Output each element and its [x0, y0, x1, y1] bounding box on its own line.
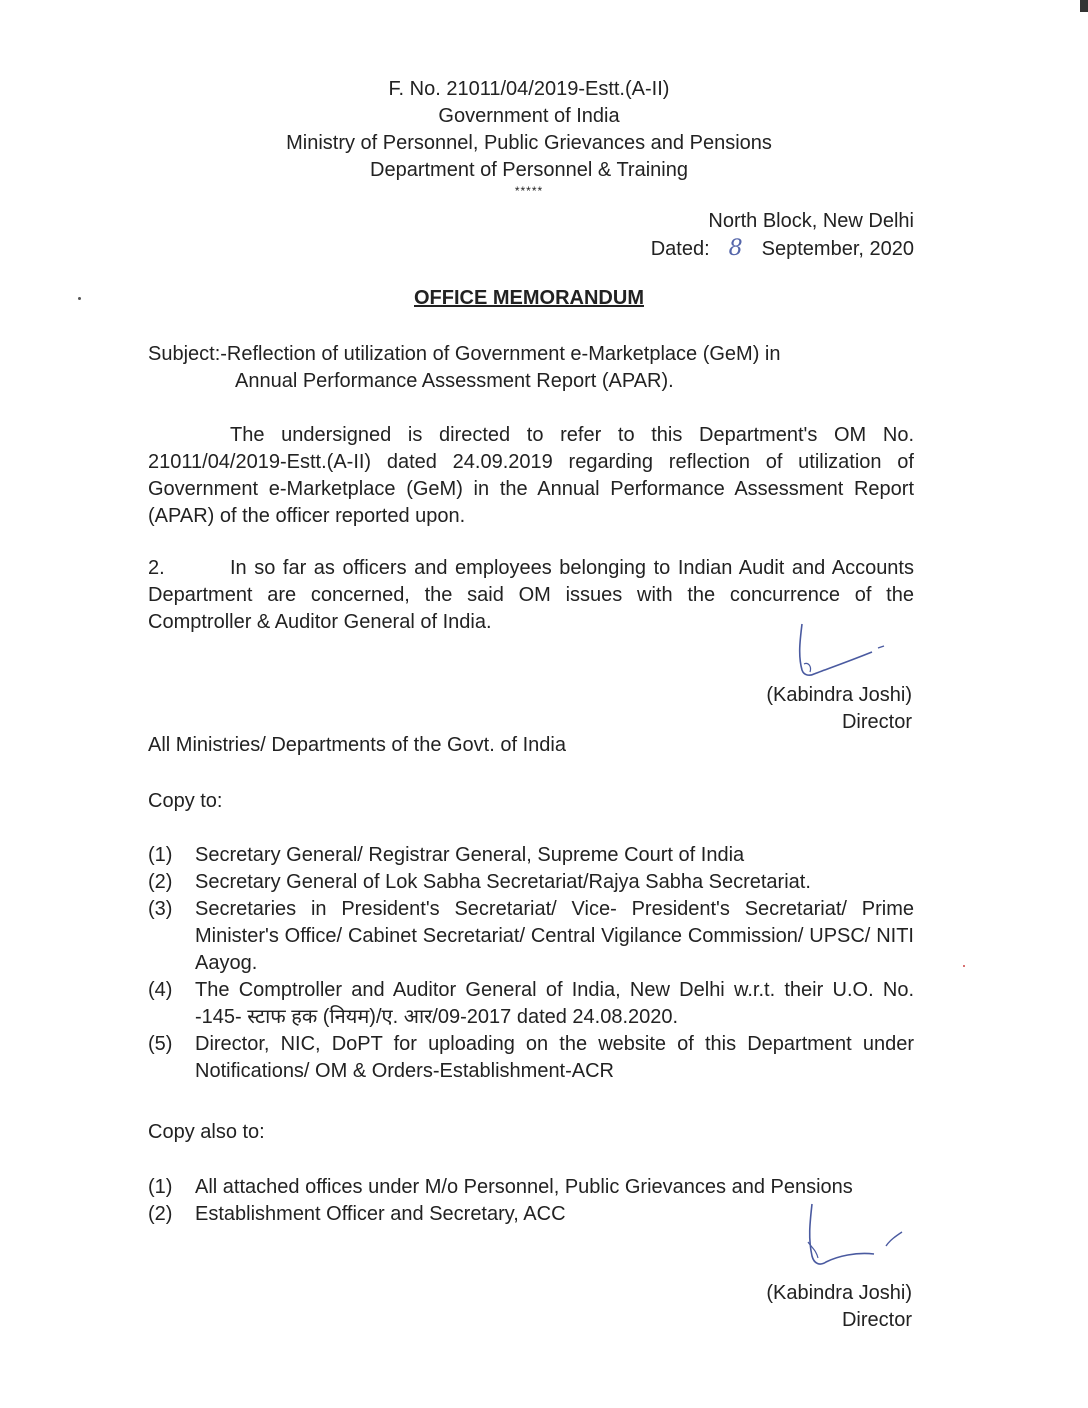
memorandum-title: OFFICE MEMORANDUM [414, 287, 644, 309]
addressee: All Ministries/ Departments of the Govt. of India [148, 734, 566, 756]
subject-line-1: Subject:-Reflection of utilization of Government e-Marketplace (GeM) in [148, 343, 781, 365]
list-item [148, 977, 914, 1031]
signatory-block-1 [712, 682, 912, 736]
scan-speck-red [963, 965, 965, 967]
list-item-number: (2) [148, 871, 173, 893]
signatory-name: (Kabindra Joshi) [766, 1282, 912, 1304]
list-item-text: Establishment Officer and Secretary, ACC [195, 1203, 566, 1225]
handwritten-day: 8 [728, 236, 743, 261]
list-item-text: Secretaries in President's Secretariat/ Vice- President's Secretariat/ Prime Minister's Office/ Cabinet Secretariat/ Central Vigilance Commission/ UPSC/ NITI Aayog. [195, 898, 914, 974]
list-item [148, 869, 914, 896]
department-name: Department of Personnel & Training [370, 159, 688, 181]
signature-1 [780, 620, 900, 690]
subject [148, 341, 914, 395]
subject-line-2: Annual Performance Assessment Report (APAR). [235, 370, 674, 392]
location: North Block, New Delhi [708, 210, 914, 232]
month-year: September, 2020 [761, 238, 914, 260]
signatory-designation: Director [841, 711, 912, 733]
signatory-designation: Director [841, 1309, 912, 1331]
list-item [148, 842, 914, 869]
list-item-text: Director, NIC, DoPT for uploading on the website of this Department under Notifications/ OM & Orders-Establishment-ACR [195, 1033, 914, 1082]
dated-label: Dated: [650, 238, 710, 260]
paragraph-2-number: 2. [148, 557, 165, 579]
list-item [148, 1174, 914, 1201]
copy-to-label: Copy to: [148, 790, 223, 812]
list-item-text: Secretary General of Lok Sabha Secretariat/Rajya Sabha Secretariat. [195, 871, 811, 893]
list-item-text: All attached offices under M/o Personnel, Public Grievances and Pensions [195, 1176, 853, 1198]
paragraph-1: The undersigned is directed to refer to this Department's OM No. 21011/04/2019-Estt.(A-II) dated 24.09.2019 regarding reflection of utilization of Government e-Marketplace (GeM) in the Annual Performance Assessment Report (APAR) of the officer reported upon. [148, 424, 914, 527]
list-item [148, 1031, 914, 1085]
list-item [148, 896, 914, 977]
ministry-name: Ministry of Personnel, Public Grievances and Pensions [286, 132, 772, 154]
signature-2 [790, 1198, 910, 1288]
government-name: Government of India [438, 105, 620, 127]
list-item-number: (1) [148, 844, 173, 866]
signatory-name: (Kabindra Joshi) [766, 684, 912, 706]
place-date-block [651, 207, 914, 263]
date-line [651, 235, 914, 263]
copy-to-list [148, 842, 914, 1085]
paragraph-2-text: In so far as officers and employees belonging to Indian Audit and Accounts Department are concerned, the said OM issues with the concurrence of the Comptroller & Auditor General of India. [148, 557, 914, 633]
signatory-block-2 [712, 1280, 912, 1334]
list-item-number: (4) [148, 979, 173, 1001]
separator-stars: ***** [514, 184, 544, 198]
list-item-number: (2) [148, 1203, 173, 1225]
list-item-number: (3) [148, 898, 173, 920]
document-header [0, 76, 1058, 198]
list-item-number: (5) [148, 1033, 173, 1055]
list-item-number: (1) [148, 1176, 173, 1198]
scan-edge-mark [1080, 0, 1088, 12]
copy-also-to-label: Copy also to: [148, 1121, 265, 1143]
file-number: F. No. 21011/04/2019-Estt.(A-II) [388, 78, 670, 100]
list-item-text: The Comptroller and Auditor General of India, New Delhi w.r.t. their U.O. No. -145- स्टाफ हक (नियम)/ए. आर/09-2017 dated 24.08.2020. [195, 979, 914, 1028]
list-item-text: Secretary General/ Registrar General, Supreme Court of India [195, 844, 745, 866]
